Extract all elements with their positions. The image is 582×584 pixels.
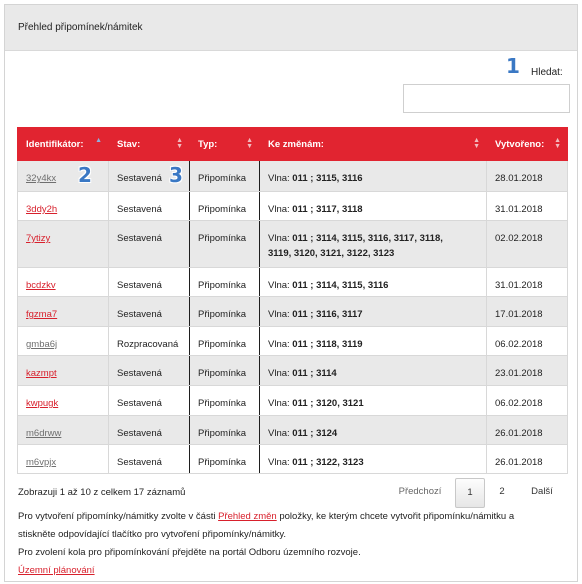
- row-id-link[interactable]: 3ddy2h: [26, 204, 58, 215]
- created-cell: 02.02.2018: [487, 221, 568, 268]
- type-cell: Připomínka: [190, 386, 260, 416]
- type-cell: Připomínka: [190, 221, 260, 268]
- status-cell: Rozpracovaná: [109, 327, 190, 356]
- status-cell: Sestavená: [109, 192, 190, 221]
- table-row: [18, 356, 568, 386]
- created-cell: 26.01.2018: [487, 445, 568, 474]
- spatial-planning-link[interactable]: Územní plánování: [18, 565, 95, 576]
- row-id-link[interactable]: kwpugk: [26, 398, 59, 409]
- type-cell: Připomínka: [190, 445, 260, 474]
- sort-icon: ▲ ▼: [176, 137, 183, 150]
- column-header-type[interactable]: Typ: ▲ ▼: [190, 128, 260, 161]
- table-row: [18, 416, 568, 445]
- changes-cell: Vlna: 011 ; 3117, 3118: [260, 192, 487, 221]
- sort-asc-icon: ▲: [95, 137, 102, 144]
- table-row: [18, 221, 568, 268]
- created-cell: 17.01.2018: [487, 297, 568, 327]
- sort-icon: ▲ ▼: [473, 137, 480, 150]
- type-cell: Připomínka: [190, 192, 260, 221]
- table-row: [18, 268, 568, 297]
- changes-cell: Vlna: 011 ; 3124: [260, 416, 487, 445]
- row-id-link[interactable]: bcdzkv: [26, 280, 56, 291]
- panel-title: Přehled připomínek/námitek: [18, 22, 143, 33]
- type-cell: Připomínka: [190, 297, 260, 327]
- annotation-badge-3: 3: [169, 163, 183, 187]
- type-cell: Připomínka: [190, 268, 260, 297]
- help-text-4: [18, 562, 563, 580]
- status-cell: Sestavená: [109, 356, 190, 386]
- created-cell: 26.01.2018: [487, 416, 568, 445]
- status-cell: Sestavená: [109, 161, 190, 192]
- search-label: Hledat:: [531, 67, 563, 78]
- status-cell: Sestavená: [109, 445, 190, 474]
- status-cell: Sestavená: [109, 297, 190, 327]
- created-cell: 06.02.2018: [487, 386, 568, 416]
- status-cell: Sestavená: [109, 221, 190, 268]
- type-cell: Připomínka: [190, 416, 260, 445]
- pagination-previous[interactable]: Předchozí: [398, 486, 442, 497]
- column-header-status[interactable]: Stav: ▲ ▼: [109, 128, 190, 161]
- table-row: [18, 297, 568, 327]
- status-cell: Sestavená: [109, 416, 190, 445]
- table-header-row: [18, 128, 568, 161]
- changes-cell: Vlna: 011 ; 3114, 3115, 3116: [260, 268, 487, 297]
- help-text-3: Pro zvolení kola pro připomínkování přejděte na portál Odboru územního rozvoje.: [18, 547, 361, 558]
- pagination-next[interactable]: Další: [531, 486, 553, 497]
- records-info: Zobrazuji 1 až 10 z celkem 17 záznamů: [18, 487, 186, 498]
- pagination-page-2[interactable]: 2: [499, 486, 505, 497]
- row-id-link[interactable]: m6drww: [26, 428, 62, 439]
- sort-icon: ▲ ▼: [246, 137, 253, 150]
- created-cell: 31.01.2018: [487, 268, 568, 297]
- created-cell: 23.01.2018: [487, 356, 568, 386]
- column-header-created[interactable]: Vytvořeno: ▲ ▼: [487, 128, 568, 161]
- column-header-identifier[interactable]: Identifikátor: ▲: [18, 128, 109, 161]
- sort-icon: ▲ ▼: [554, 137, 561, 150]
- changes-cell: Vlna: 011 ; 3122, 3123: [260, 445, 487, 474]
- row-id-link[interactable]: fgzma7: [26, 309, 58, 320]
- row-id-link[interactable]: kazmpt: [26, 368, 57, 379]
- annotation-badge-1: 1: [506, 54, 520, 78]
- table-row: [18, 327, 568, 356]
- type-cell: Připomínka: [190, 356, 260, 386]
- row-id-link[interactable]: 7ytizy: [26, 233, 51, 244]
- panel-header: [5, 5, 577, 51]
- table-row: [18, 161, 568, 192]
- annotation-badge-2: 2: [78, 163, 92, 187]
- table-row: [18, 192, 568, 221]
- column-header-changes[interactable]: Ke změnám: ▲ ▼: [260, 128, 487, 161]
- changes-cell: Vlna: 011 ; 3116, 3117: [260, 297, 487, 327]
- row-id-link[interactable]: m6vpjx: [26, 457, 57, 468]
- changes-cell: Vlna: 011 ; 3114, 3115, 3116, 3117, 3118, 3119, 3120, 3121, 3122, 3123: [260, 221, 487, 268]
- overview-changes-link[interactable]: Přehled změn: [218, 511, 277, 522]
- changes-cell: Vlna: 011 ; 3114: [260, 356, 487, 386]
- changes-cell: Vlna: 011 ; 3115, 3116: [260, 161, 487, 192]
- help-text-2: stiskněte odpovídající tlačítko pro vytvoření připomínky/námitky.: [18, 529, 287, 540]
- created-cell: 06.02.2018: [487, 327, 568, 356]
- status-cell: Sestavená: [109, 268, 190, 297]
- status-cell: Sestavená: [109, 386, 190, 416]
- search-input[interactable]: [403, 84, 570, 113]
- changes-cell: Vlna: 011 ; 3120, 3121: [260, 386, 487, 416]
- comments-table: [17, 127, 568, 474]
- created-cell: 31.01.2018: [487, 192, 568, 221]
- created-cell: 28.01.2018: [487, 161, 568, 192]
- pagination-page-1[interactable]: 1: [455, 478, 485, 508]
- type-cell: Připomínka: [190, 161, 260, 192]
- table-row: [18, 386, 568, 416]
- changes-cell: Vlna: 011 ; 3118, 3119: [260, 327, 487, 356]
- type-cell: Připomínka: [190, 327, 260, 356]
- help-text-1: Pro vytvoření připomínky/námitky zvolte v části Přehled změn položky, ke kterým chcete vytvořit připomínku/námitku a: [18, 511, 515, 522]
- row-id-link[interactable]: 32y4kx: [26, 173, 57, 184]
- row-id-link[interactable]: gmba6j: [26, 339, 58, 350]
- table-row: [18, 445, 568, 474]
